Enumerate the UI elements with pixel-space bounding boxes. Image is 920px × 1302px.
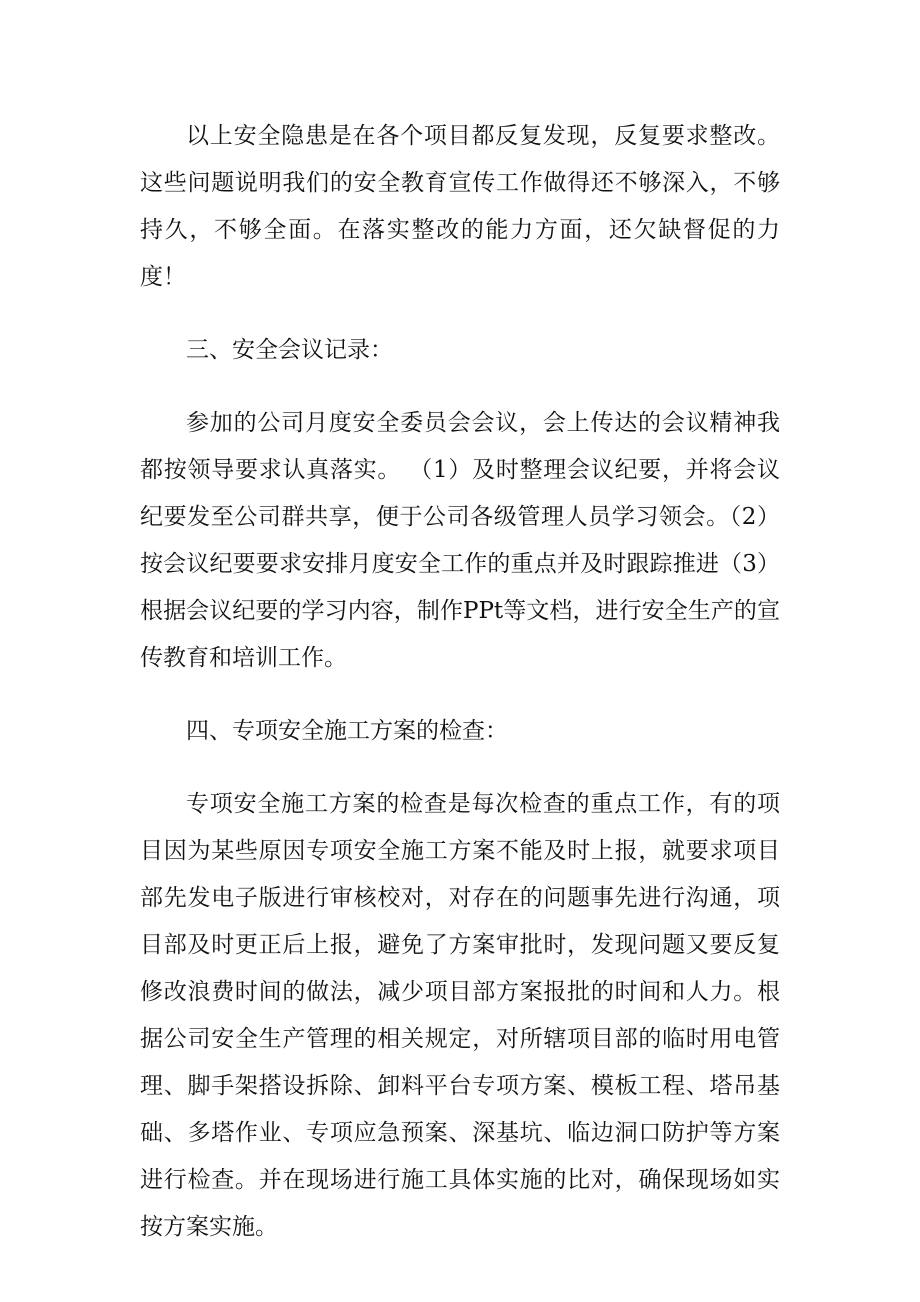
paragraph-special-plans-check: 专项安全施工方案的检查是每次检查的重点工作，有的项目因为某些原因专项安全施工方案不能及时上报，就要求项目部先发电子版进行审核校对，对存在的问题事先进行沟通，项目部及时更正后上报，避免了方案审批时，发现问题又要反复修改浪费时间的做法，减少项目部方案报批的时间和人力。根据公司安全生产管理的相关规定，对所辖项目部的临时用电管理、脚手架搭设拆除、卸料平台专项方案、模板工程、塔吊基础、多塔作业、专项应急预案、深基坑、临边洞口防护等方案进行检查。并在现场进行施工具体实施的比对，确保现场如实按方案实施。 [140,791,780,1240]
paragraph-meeting-records: 参加的公司月度安全委员会会议，会上传达的会议精神我都按领导要求认真落实。 （1）及时整理会议纪要，并将会议纪要发至公司群共享，便于公司各级管理人员学习领会。（2）按会议纪要要求安排月度安全工作的重点并及时跟踪推进（3）根据会议纪要的学习内容，制作PPt等文档，进行安全生产的宣传教育和培训工作。 [140,410,780,671]
section-heading-special-plans: 四、专项安全施工方案的检查： [186,718,508,744]
document-body [140,113,780,1277]
paragraph-safety-hazards: 以上安全隐患是在各个项目都反复发现，反复要求整改。这些问题说明我们的安全教育宣传工作做得还不够深入，不够持久，不够全面。在落实整改的能力方面，还欠缺督促的力度！ [140,123,780,290]
section-heading-safety-meeting: 三、安全会议记录： [186,337,393,363]
